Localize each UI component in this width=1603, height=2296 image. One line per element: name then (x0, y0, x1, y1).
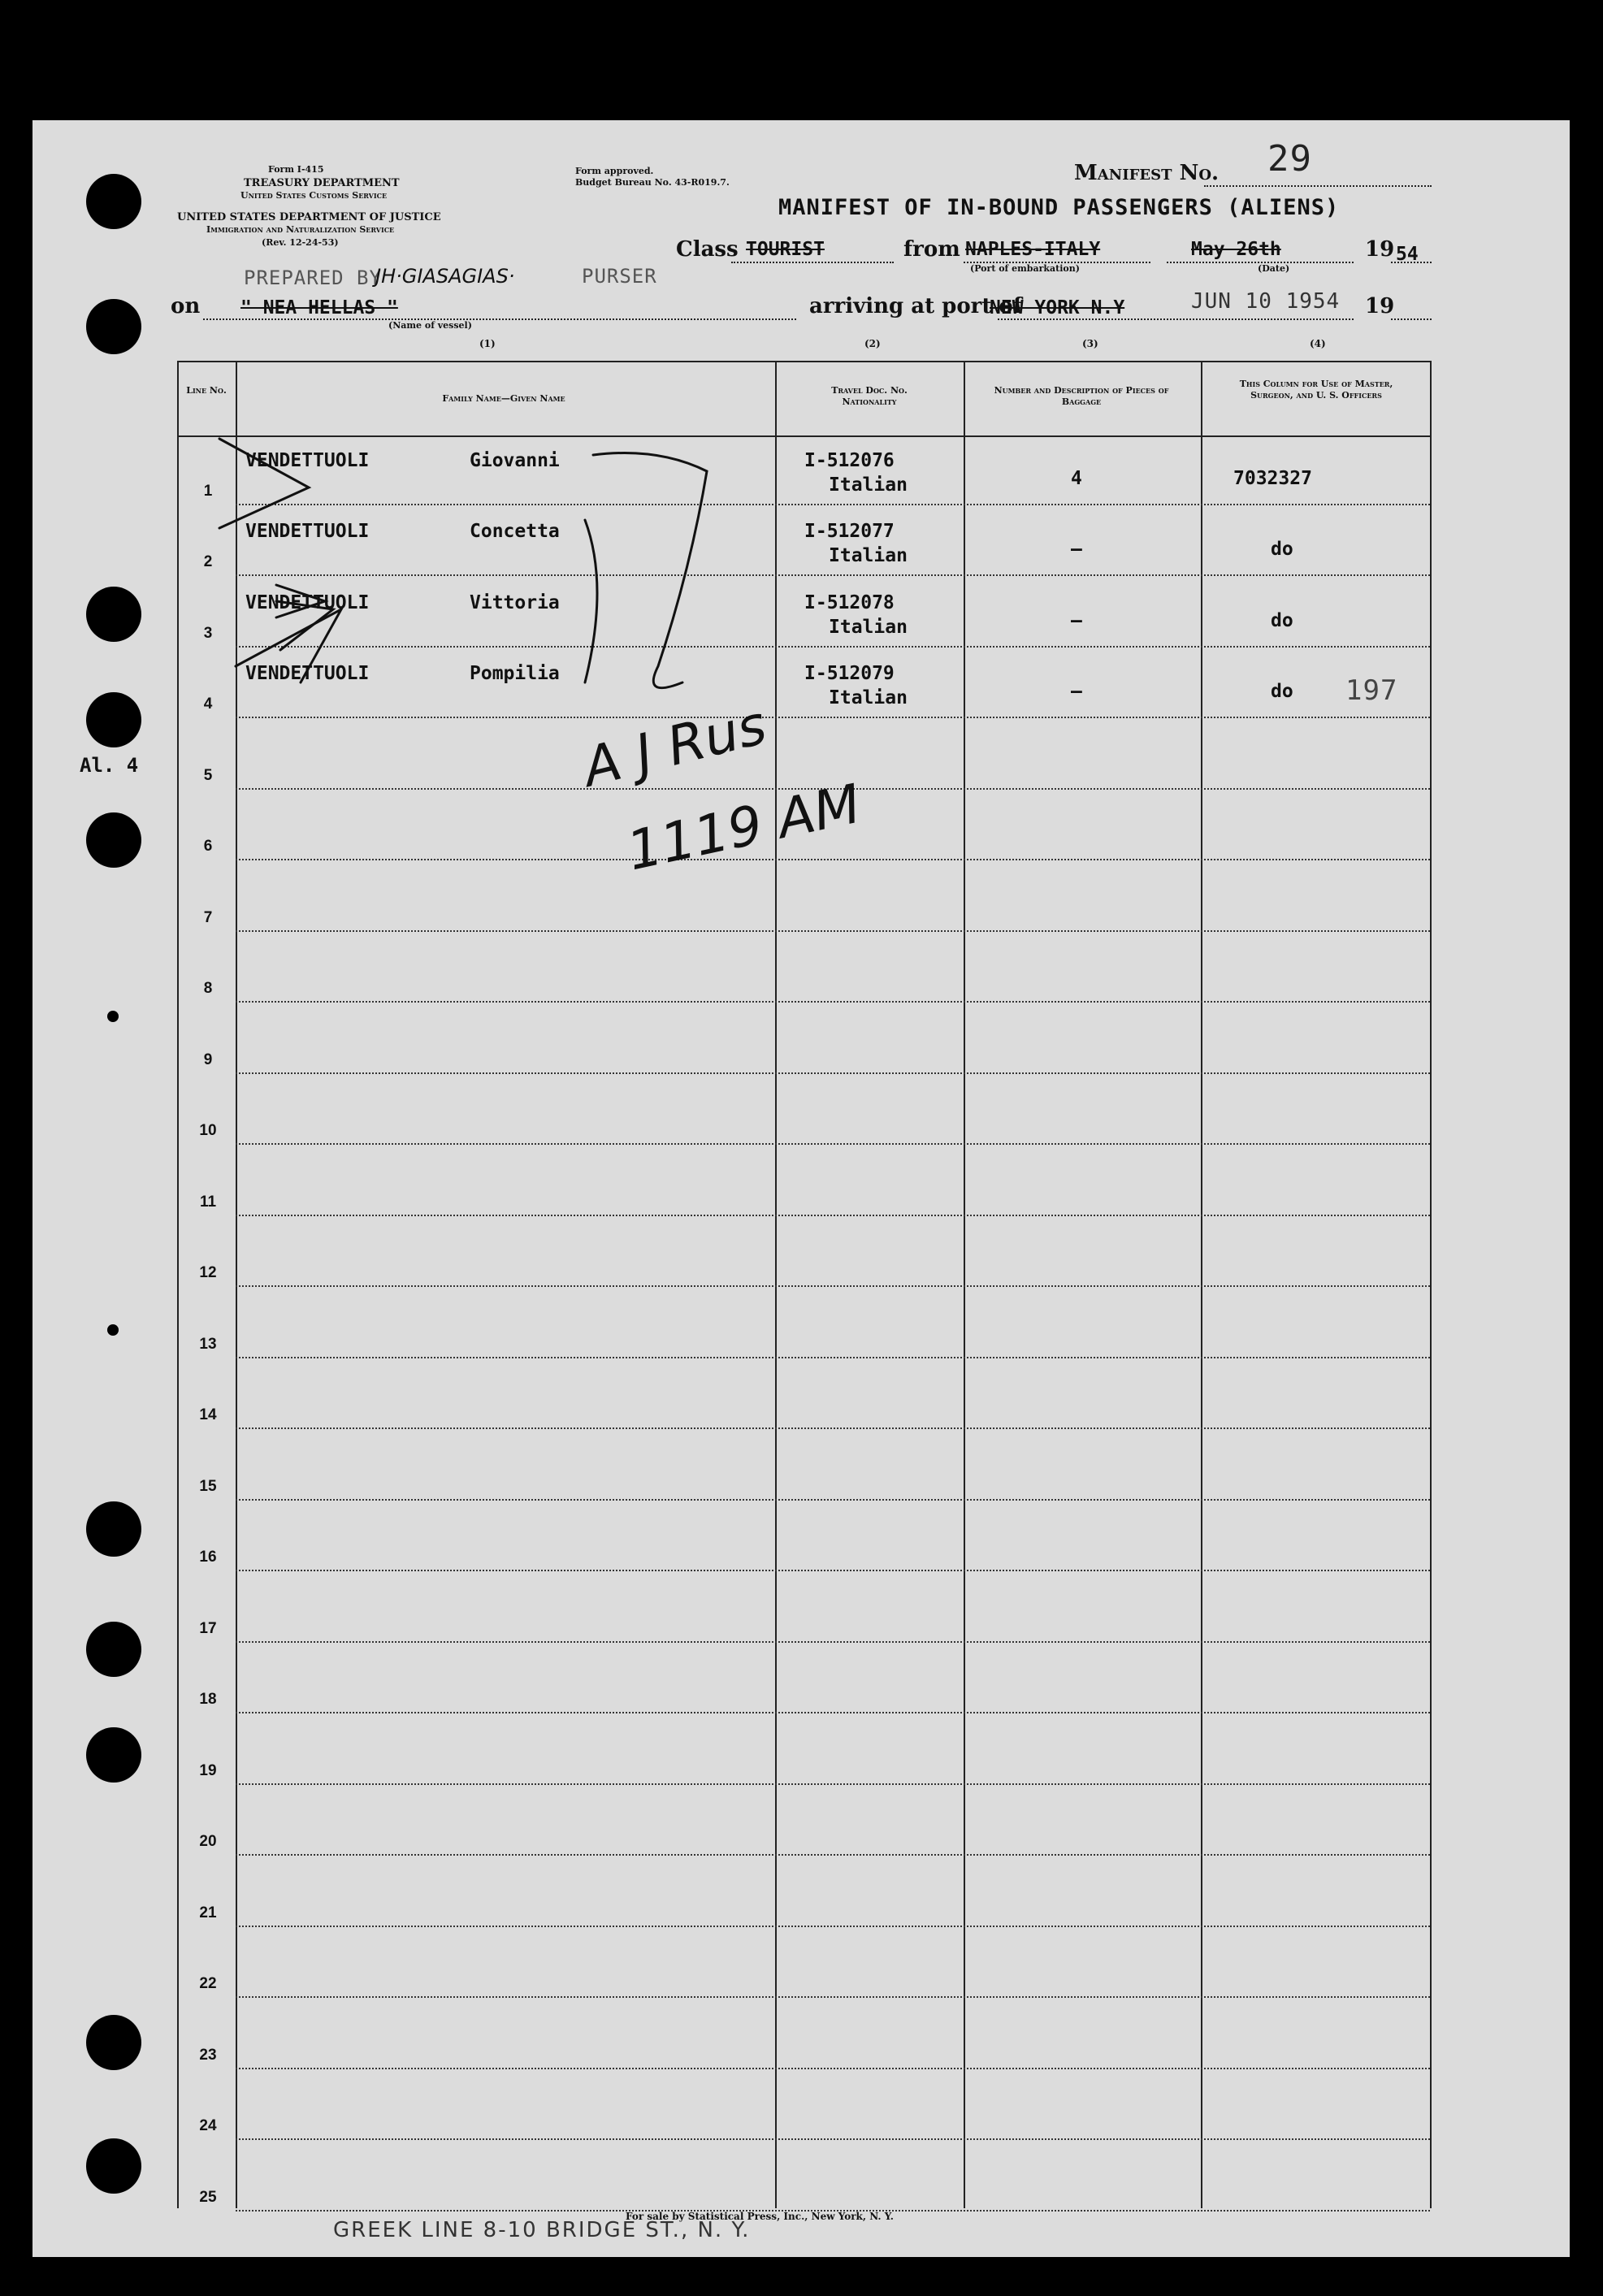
col-number-4: (4) (1310, 338, 1326, 349)
ins-service: Immigration and Naturalization Service (206, 224, 395, 235)
from-label: from (903, 237, 960, 262)
table-row (236, 1357, 1430, 1358)
passenger-family-name: VENDETTUOLI (245, 521, 370, 542)
passenger-nationality: Italian (829, 474, 908, 496)
punch-hole (86, 2138, 141, 2194)
class-label: Class (676, 237, 739, 262)
page-title: MANIFEST OF IN-BOUND PASSENGERS (ALIENS) (778, 195, 1340, 220)
line-number: 2 (203, 553, 213, 570)
prepared-by-role: PURSER (582, 265, 657, 288)
table-row (236, 1427, 1430, 1429)
line-number: 3 (203, 624, 213, 642)
margin-note: Al. 4 (80, 754, 139, 777)
punch-hole (86, 174, 141, 229)
embarkation-caption: (Port of embarkation) (970, 263, 1080, 274)
passenger-family-name: VENDETTUOLI (245, 663, 370, 684)
table-row (236, 1996, 1430, 1998)
table-row (236, 1215, 1430, 1216)
header-name: Family Name—Given Name (442, 393, 565, 404)
arriving-label: arriving at port of (809, 294, 1022, 318)
table-row (236, 2068, 1430, 2069)
table-row (236, 1854, 1430, 1856)
header-line-no: Line No. (186, 385, 227, 396)
line-number: 15 (199, 1477, 217, 1495)
class-value: TOURIST (746, 239, 825, 260)
col-number-3: (3) (1082, 338, 1098, 349)
officer-entry: do (1271, 609, 1293, 631)
prepared-by-label: PREPARED BY (244, 266, 382, 289)
col-number-1: (1) (479, 338, 496, 349)
date-caption: (Date) (1258, 263, 1290, 274)
line-number: 5 (203, 766, 213, 784)
handwritten-initials: A J Rus (577, 693, 773, 799)
baggage-count: 4 (1071, 467, 1082, 489)
table-row (236, 1072, 1430, 1074)
table-row (236, 1926, 1430, 1927)
passenger-given-name: Concetta (470, 521, 560, 542)
col-number-2: (2) (864, 338, 881, 349)
form-approved: Form approved. (575, 166, 654, 176)
table-row (236, 1001, 1430, 1003)
punch-hole (86, 812, 141, 868)
punch-hole (86, 1501, 141, 1557)
line-number: 16 (199, 1549, 217, 1566)
passenger-family-name: VENDETTUOLI (245, 449, 370, 471)
line-number: 7 (203, 908, 213, 926)
line-number: 23 (199, 2046, 217, 2064)
manifest-label: Manifest No. (1074, 161, 1220, 185)
line-number: 20 (199, 1833, 217, 1850)
line-number: 18 (199, 1691, 217, 1708)
line-number: 6 (203, 838, 213, 855)
punch-hole (86, 299, 141, 354)
header-officers: This Column for Use of Master, Surgeon, and U. S. Officers (1239, 379, 1393, 401)
justice-dept: UNITED STATES DEPARTMENT OF JUSTICE (177, 211, 441, 223)
header-travel-doc: Travel Doc. No. Nationality (831, 385, 908, 407)
baggage-count: — (1071, 609, 1082, 631)
arrival-date-stamp: JUN 10 1954 (1191, 289, 1341, 314)
line-number: 4 (203, 695, 213, 713)
table-row (236, 1783, 1430, 1785)
line-number: 21 (199, 1904, 217, 1921)
officer-entry: 7032327 (1233, 467, 1312, 489)
punch-hole (86, 1727, 141, 1783)
officer-note: 197 (1345, 674, 1398, 707)
line-number: 22 (199, 1975, 217, 1992)
treasury-dept: TREASURY DEPARTMENT (244, 177, 400, 189)
punch-hole (86, 587, 141, 642)
on-label: on (171, 294, 201, 318)
punch-hole (107, 1011, 119, 1022)
vessel-caption: (Name of vessel) (388, 320, 472, 331)
table-row (236, 1641, 1430, 1643)
table-row (236, 2138, 1430, 2140)
officer-entry: do (1271, 539, 1293, 560)
line-number: 9 (203, 1051, 213, 1068)
form-revision: (Rev. 12-24-53) (262, 237, 339, 248)
travel-doc-number: I-512078 (804, 591, 895, 613)
punch-hole (107, 1324, 119, 1336)
travel-doc-number: I-512079 (804, 663, 895, 684)
table-row (236, 1570, 1430, 1571)
table-row (236, 930, 1430, 932)
prepared-by-name: JH·GIASAGIAS· (375, 265, 515, 288)
line-number: 8 (203, 980, 213, 997)
line-number: 1 (203, 482, 213, 500)
form-number: Form I-415 (268, 164, 324, 175)
customs-service: United States Customs Service (240, 190, 388, 201)
line-number: 25 (199, 2188, 217, 2206)
arrival-port: NEW YORK N.Y (990, 297, 1125, 318)
table-row (236, 1499, 1430, 1501)
baggage-count: — (1071, 681, 1082, 702)
budget-bureau: Budget Bureau No. 43-R019.7. (575, 177, 730, 188)
line-number: 10 (199, 1122, 217, 1139)
year-prefix: 19 (1365, 237, 1395, 262)
line-number: 13 (199, 1335, 217, 1353)
line-number: 17 (199, 1619, 217, 1637)
table-row (236, 1143, 1430, 1145)
arrival-year-prefix: 19 (1365, 294, 1395, 318)
passenger-nationality: Italian (829, 545, 908, 566)
passenger-nationality: Italian (829, 616, 908, 638)
passenger-given-name: Giovanni (470, 449, 560, 471)
manifest-number: 29 (1267, 138, 1312, 180)
printer-credit: For sale by Statistical Press, Inc., New York, N. Y. (626, 2211, 894, 2222)
table-row (236, 1285, 1430, 1287)
shipping-agent: GREEK LINE 8-10 BRIDGE ST., N. Y. (333, 2218, 751, 2242)
line-number: 19 (199, 1761, 217, 1779)
line-number: 12 (199, 1264, 217, 1281)
punch-hole (107, 715, 119, 726)
passenger-family-name: VENDETTUOLI (245, 591, 370, 613)
punch-hole (86, 2015, 141, 2070)
table-row (236, 1712, 1430, 1713)
line-number: 14 (199, 1406, 217, 1423)
officer-entry: do (1271, 681, 1293, 702)
year-value: 54 (1396, 244, 1419, 265)
embarkation-date: May 26th (1191, 239, 1281, 260)
line-number: 24 (199, 2117, 217, 2134)
travel-doc-number: I-512076 (804, 449, 895, 471)
passenger-nationality: Italian (829, 687, 908, 708)
baggage-count: — (1071, 539, 1082, 560)
embarkation-port: NAPLES-ITALY (965, 239, 1101, 260)
handwritten-time: 1119 AM (622, 772, 866, 883)
travel-doc-number: I-512077 (804, 521, 895, 542)
passenger-given-name: Pompilia (470, 663, 560, 684)
passenger-given-name: Vittoria (470, 591, 560, 613)
header-baggage: Number and Description of Pieces of Baggage (994, 385, 1169, 407)
punch-hole (86, 1622, 141, 1677)
vessel-name: " NEA HELLAS " (240, 297, 398, 318)
line-number: 11 (199, 1193, 217, 1211)
